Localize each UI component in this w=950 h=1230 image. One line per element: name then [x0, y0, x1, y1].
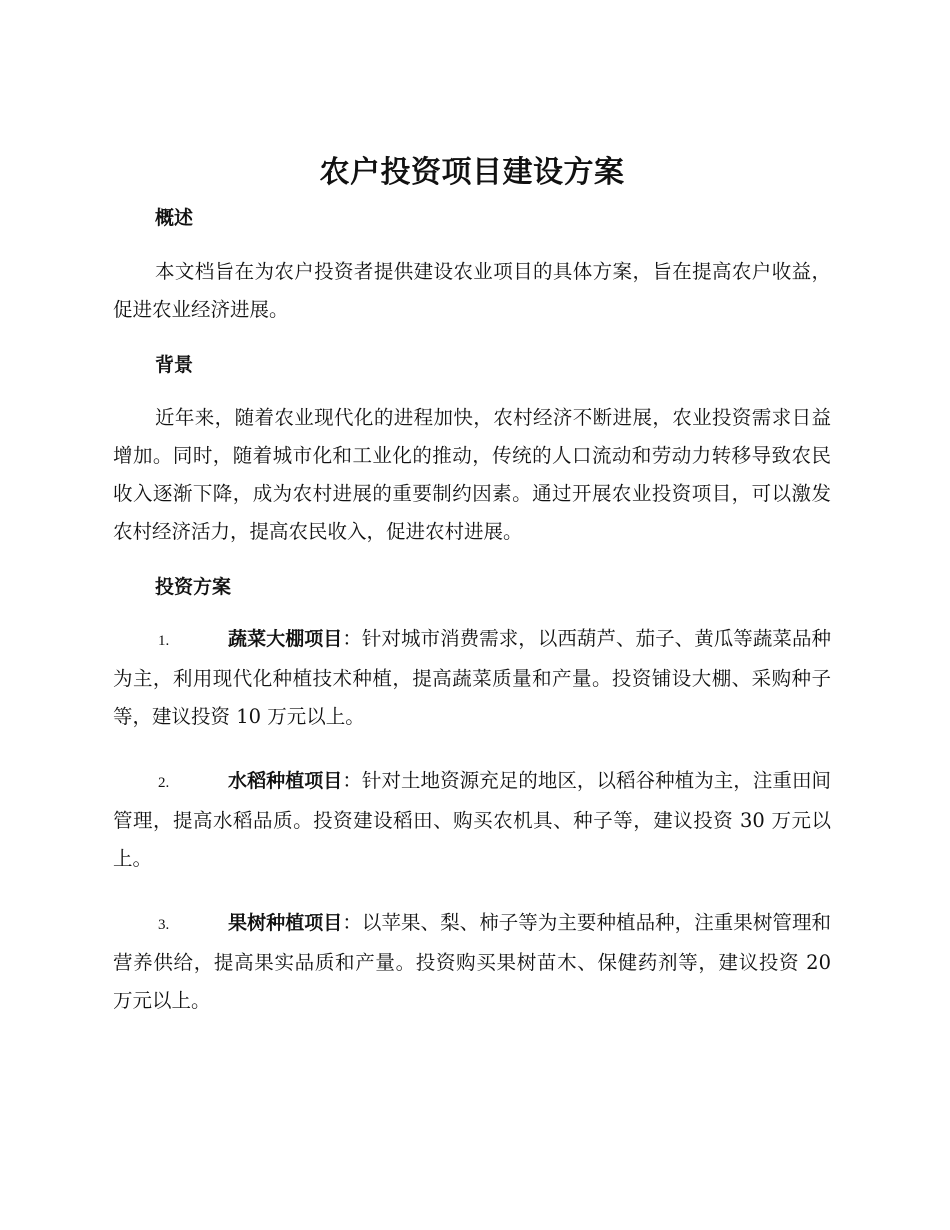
overview-paragraph: 本文档旨在为农户投资者提供建设农业项目的具体方案，旨在提高农户收益，促进农业经济进展。 — [113, 260, 831, 321]
list-item-name: 水稻种植项目 — [228, 770, 343, 792]
list-item-rice-planting — [113, 762, 831, 878]
section-heading-background: 背景 — [155, 354, 194, 376]
section-heading-investment-plan: 投资方案 — [155, 576, 232, 598]
background-paragraph: 近年来，随着农业现代化的进程加快，农村经济不断进展，农业投资需求日益增加。同时，随着城市化和工业化的推动，传统的人口流动和劳动力转移导致农民收入逐渐下降，成为农村进展的重要制约因素。通过开展农业投资项目，可以激发农村经济活力，提高农民收入，促进农村进展。 — [113, 406, 831, 543]
list-item-number: 1. — [158, 633, 170, 649]
list-item-colon: ： — [342, 769, 362, 792]
list-item-colon: ： — [342, 911, 362, 934]
list-item-text: 针对城市消费需求，以西葫芦、茄子、黄瓜等蔬菜品种为主，利用现代化种植技术种植，提高蔬菜质量和产量。投资铺设大棚、采购种子等，建议投资 10 万元以上。 — [113, 627, 831, 728]
list-item-fruit-tree-planting — [113, 904, 831, 1020]
list-item-colon: ： — [342, 627, 362, 650]
list-item-number: 3. — [158, 917, 170, 933]
list-item-name: 蔬菜大棚项目 — [228, 628, 343, 650]
section-heading-overview: 概述 — [155, 207, 194, 229]
document-title: 农户投资项目建设方案 — [319, 155, 625, 190]
list-item-text: 以苹果、梨、柿子等为主要种植品种，注重果树管理和营养供给，提高果实品质和产量。投资购买果树苗木、保健药剂等，建议投资 20 万元以上。 — [113, 911, 831, 1012]
list-item-text: 针对土地资源充足的地区，以稻谷种植为主，注重田间管理，提高水稻品质。投资建设稻田、购买农机具、种子等，建议投资 30 万元以上。 — [113, 769, 831, 870]
document-page — [113, 150, 831, 1020]
list-item-name: 果树种植项目 — [228, 912, 343, 934]
list-item-vegetable-greenhouse — [113, 620, 831, 736]
list-item-number: 2. — [158, 775, 170, 791]
